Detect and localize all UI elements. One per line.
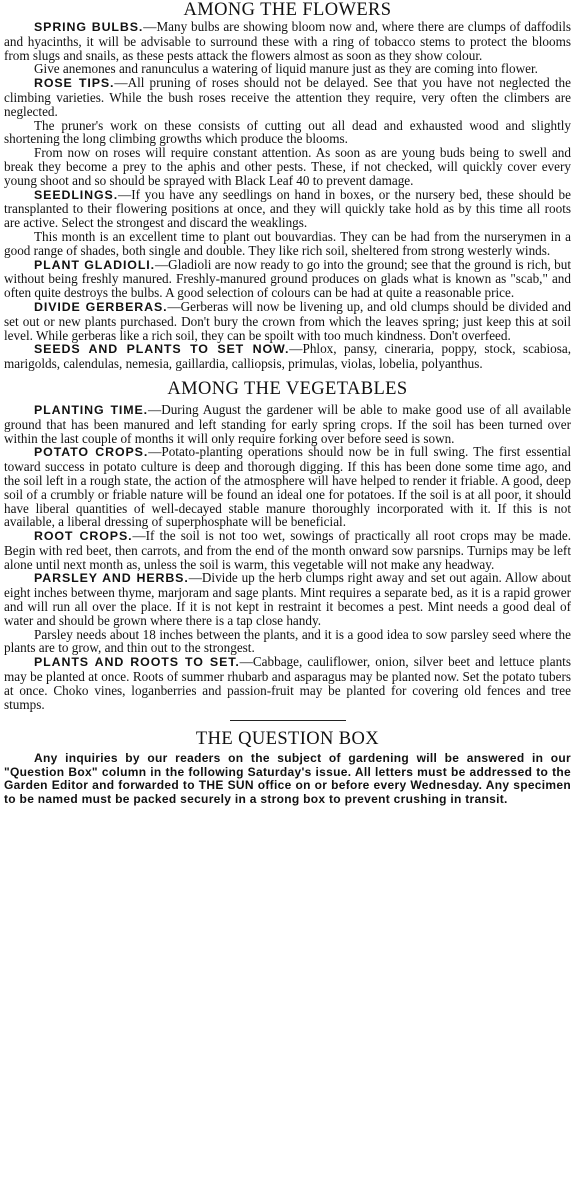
paragraph-text: —All pruning of roses should not be delayed. See that you have not neglected the climbing varieties. While the bush roses receive the attention they require, very often the climbers are neglected. xyxy=(4,75,571,119)
parsley-herbs-paragraph xyxy=(4,571,571,627)
spring-bulbs-paragraph xyxy=(4,20,571,62)
paragraph-text: —Potato-planting operations should now be in full swing. The first essential toward success in potato culture is deep and thorough digging. If this has been done some time ago, and the soil left in a rough state, the action of the atmosphere will have helped to render it friable. A good, deep soil of a crumbly or friable nature will be found an ideal one for potatoes. If the soil is at all poor, it should have liberal quantities of well-decayed stable manure thoroughly incorporated with it. If this is not available, a liberal dressing of superphosphate will be beneficial. xyxy=(4,444,571,530)
flowers-heading: AMONG THE FLOWERS xyxy=(183,0,392,20)
parsley-herbs-heading: PARSLEY AND HERBS. xyxy=(34,571,189,586)
rose-tips-paragraph xyxy=(4,76,571,118)
paragraph-text: —Phlox, pansy, cineraria, poppy, stock, scabiosa, marigolds, calendulas, nemesia, gaillardia, calliopsis, primulas, violas, lobelia, polyanthus. xyxy=(4,341,571,372)
gerberas-paragraph xyxy=(4,300,571,342)
vegetables-section xyxy=(4,379,571,712)
anemones-paragraph: Give anemones and ranunculus a watering of liquid manure just as they are coming into flower. xyxy=(34,61,538,77)
paragraph-text: —Gerberas will now be livening up, and old clumps should be divided and set out or new plants purchased. Don't bury the crown from which the leaves spring; just keep this at soil level. While gerberas like a rich soil, they can be spoilt with too much kindness. Don't overfeed. xyxy=(4,298,572,343)
vegetables-heading: AMONG THE VEGETABLES xyxy=(167,378,408,399)
root-crops-paragraph xyxy=(4,529,571,571)
plants-roots-paragraph xyxy=(4,655,571,711)
paragraph-text: —Cabbage, cauliflower, onion, silver beet and lettuce plants may be planted at once. Roots of summer rhubarb and asparagus may be planted now. Set the potato tubers at once. Choko vines, loganberries and passion-fruit may be planted for covering old fences and tree stumps. xyxy=(4,654,571,712)
gladioli-heading: PLANT GLADIOLI. xyxy=(34,257,155,272)
plants-roots-heading: PLANTS AND ROOTS TO SET. xyxy=(34,655,240,670)
question-box-section xyxy=(4,729,571,806)
seedlings-heading: SEEDLINGS. xyxy=(34,187,119,202)
root-crops-heading: ROOT CROPS. xyxy=(34,529,133,544)
parsley-spacing-paragraph: Parsley needs about 18 inches between the plants, and it is a good idea to sow parsley seed where the plants are to grow, and thin out to the strongest. xyxy=(4,626,571,656)
gerberas-heading: DIVIDE GERBERAS. xyxy=(34,299,168,314)
paragraph-text: —Gladioli are now ready to go into the ground; see that the ground is rich, but without being freshly manured. Freshly-manured ground produces on glads what is known as "scab," and often quite destroys the bulbs. A good selection of colours can be had at quite a reasonable price. xyxy=(4,256,571,301)
question-box-heading: THE QUESTION BOX xyxy=(195,729,380,750)
paragraph-text: —Many bulbs are showing bloom now and, where there are clumps of daffodils and hyacinths, it will be advisable to surround these with a ring of tobacco stems to protect the blooms from slugs and snails, as these pests attack the flowers almost as soon as they show colour. xyxy=(4,19,571,63)
paragraph-text: —Divide up the herb clumps right away and set out again. Allow about eight inches between thyme, marjoram and sage plants. Mint requires a separate bed, as it is a rapid grower and will run all over the place. If it is not kept in restraint it becomes a pest. Mint needs a good deal of water and should be grown where there is a tap close handy. xyxy=(4,570,571,628)
section-divider xyxy=(230,720,346,721)
seedlings-paragraph xyxy=(4,188,571,230)
planting-time-paragraph xyxy=(4,403,571,445)
pruner-paragraph: The pruner's work on these consists of cutting out all dead and exhausted wood and slightly shortening the long climbing growths which produce the blooms. xyxy=(4,117,571,147)
bouvardias-paragraph: This month is an excellent time to plant out bouvardias. They can be had from the nurserymen in a good range of shades, both single and double. They like rich soil, sheltered from strong westerly winds. xyxy=(4,228,571,258)
gladioli-paragraph xyxy=(4,258,571,300)
potato-crops-heading: POTATO CROPS. xyxy=(34,445,149,460)
rose-tips-heading: ROSE TIPS. xyxy=(34,76,115,91)
paragraph-text: —If the soil is not too wet, sowings of practically all root crops may be made. Begin with red beet, then carrots, and from the end of the month onward sow parsnips. Turnips may be left alone until next month as, unless the soil is warm, this vegetable will not make any headway. xyxy=(4,528,571,572)
planting-time-heading: PLANTING TIME. xyxy=(34,402,148,417)
spring-bulbs-heading: SPRING BULBS. xyxy=(34,20,144,34)
potato-crops-paragraph xyxy=(4,445,571,529)
paragraph-text: —If you have any seedlings on hand in boxes, or the nursery bed, these should be transplanted to their flowering positions at once, and they will quickly take hold as by this time all roots are active. Select the strongest and discard the weaklings. xyxy=(4,186,571,231)
roses-attention-paragraph: From now on roses will require constant attention. As soon as are young buds being to swell and break they become a prey to the aphis and other pests. These, if not checked, will quickly cover every young shoot and so should be sprayed with Black Leaf 40 to prevent damage. xyxy=(4,145,571,188)
seeds-plants-heading: SEEDS AND PLANTS TO SET NOW. xyxy=(34,342,290,357)
seeds-plants-paragraph xyxy=(4,342,571,371)
flowers-section xyxy=(4,0,571,371)
paragraph-text: —During August the gardener will be able to make good use of all available ground that has been manured and left standing for early spring crops. If the soil has been turned over within the last couple of months it will only require forking over before seed is sown. xyxy=(4,401,571,446)
question-box-paragraph: Any inquiries by our readers on the subject of gardening will be answered in our "Question Box" column in the following Saturday's issue. All letters must be addressed to the Garden Editor and forwarded to THE SUN office on or before every Wednesday. Any specimen to be named must be packed securely in a strong box to prevent crushing in transit. xyxy=(4,751,571,806)
